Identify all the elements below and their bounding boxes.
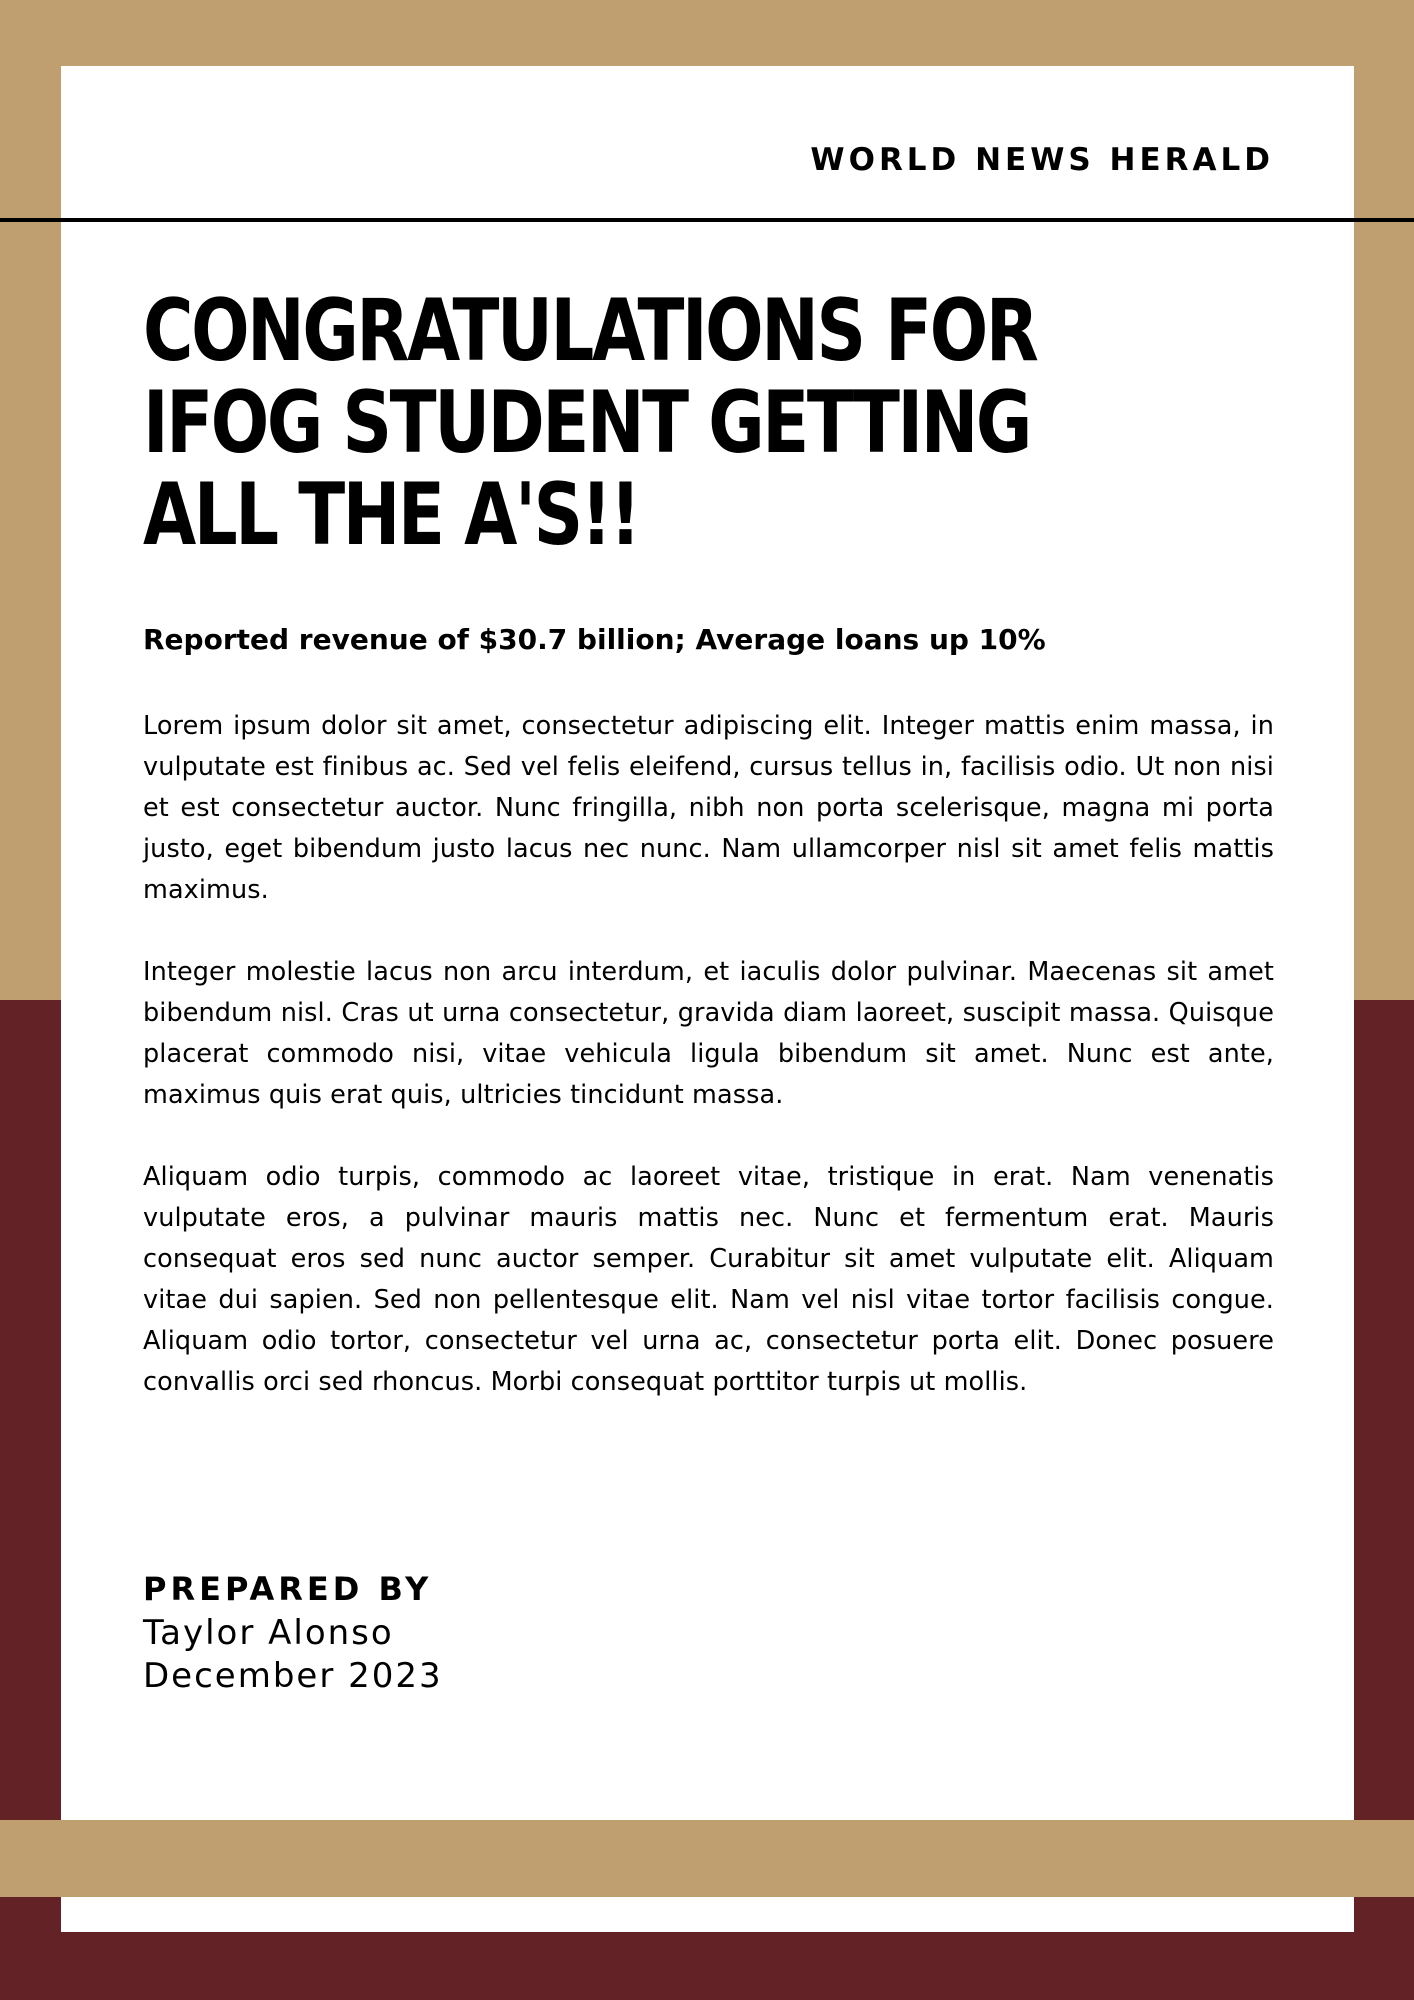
article-body (143, 615, 1274, 1444)
article-paragraph: Lorem ipsum dolor sit amet, consectetur adipiscing elit. Integer mattis enim massa, in vulputate est finibus ac. Sed vel felis eleifend, cursus tellus in, facilisis odio. Ut non nisi et est consectetur auctor. Nunc fringilla, nibh non porta scelerisque, magna mi porta justo, eget bibendum justo lacus nec nunc. Nam ullamcorper nisl sit amet felis mattis maximus. (143, 711, 1274, 905)
article-paragraph: Integer molestie lacus non arcu interdum, et iaculis dolor pulvinar. Maecenas sit amet bibendum nisl. Cras ut urna consectetur, gravida diam laoreet, suscipit massa. Quisque placerat commodo nisi, vitae vehicula ligula bibendum sit amet. Nunc est ante, maximus quis erat quis, ultricies tincidunt massa. (143, 957, 1274, 1110)
footer-band (0, 1820, 1414, 1897)
masthead-divider (0, 218, 1414, 222)
publication-date: December 2023 (143, 1656, 443, 1696)
headline: CONGRATULATIONS FOR IFOG STUDENT GETTING ALL THE A'S!! (143, 281, 1037, 565)
prepared-by-label: PREPARED BY (143, 1570, 433, 1608)
prepared-by-block (143, 1566, 443, 1698)
author-name: Taylor Alonso (143, 1613, 394, 1653)
masthead-title: WORLD NEWS HERALD (810, 142, 1274, 178)
article-paragraph: Aliquam odio turpis, commodo ac laoreet vitae, tristique in erat. Nam venenatis vulputate eros, a pulvinar mauris mattis nec. Nunc et fermentum erat. Mauris consequat eros sed nunc auctor semper. Curabitur sit amet vulputate elit. Aliquam vitae dui sapien. Sed non pellentesque elit. Nam vel nisl vitae tortor facilisis congue. Aliquam odio tortor, consectetur vel urna ac, consectetur porta elit. Donec posuere convallis orci sed rhoncus. Morbi consequat porttitor turpis ut mollis. (143, 1162, 1274, 1397)
subheadline: Reported revenue of $30.7 billion; Average loans up 10% (143, 623, 1046, 656)
